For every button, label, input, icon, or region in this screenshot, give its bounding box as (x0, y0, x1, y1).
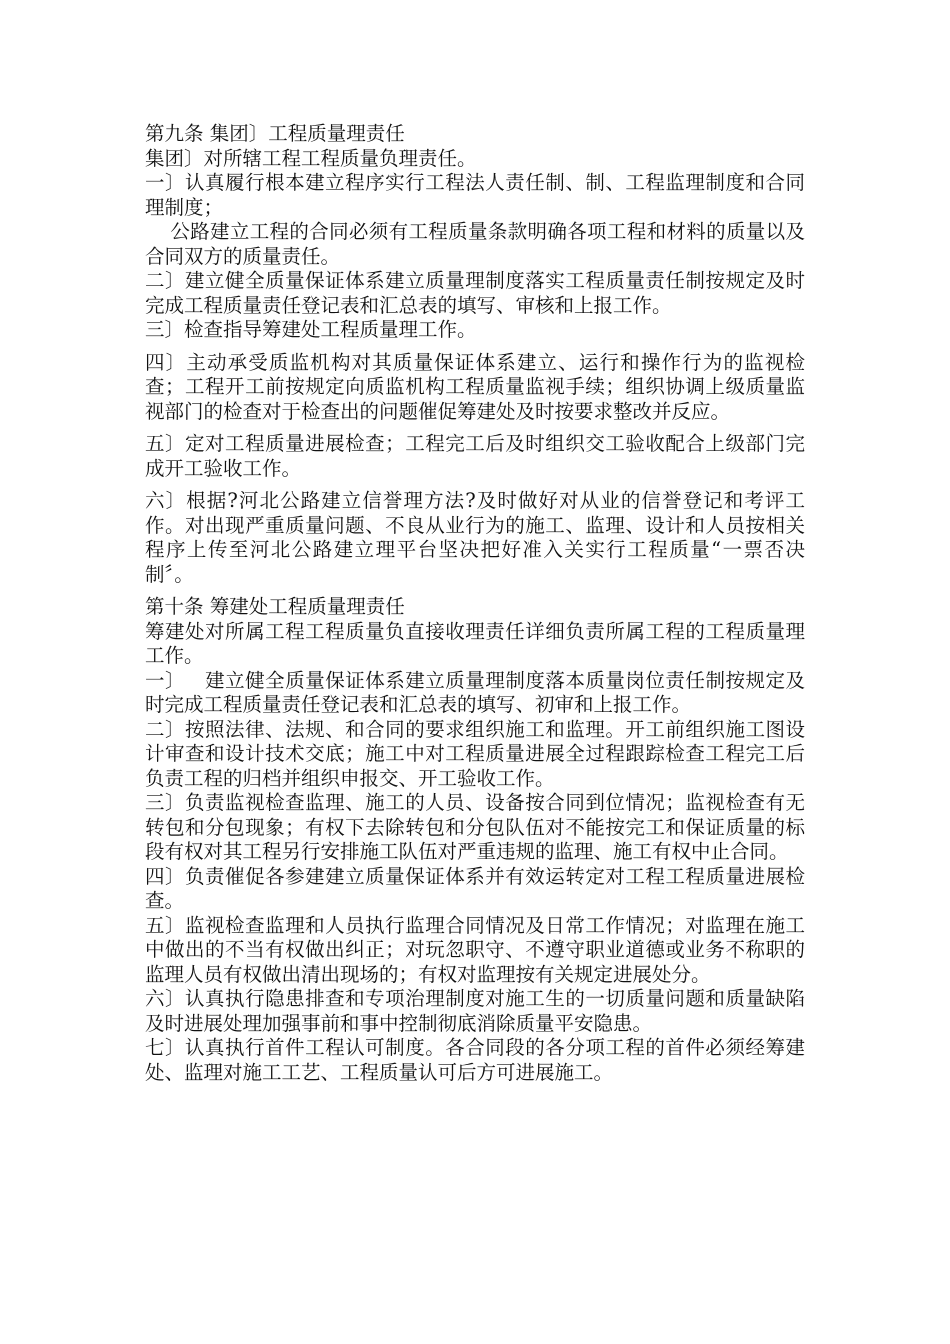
article-9-item-4: 四〕主动承受质监机构对其质量保证体系建立、运行和操作行为的监视检查；工程开工前按规定向质监机构工程质量监视手续；组织协调上级质量监视部门的检查对于检查出的问题催促筹建处及时按要求整改并反应。 (145, 350, 805, 423)
article-9-item-6: 六〕根据?河北公路建立信誉理方法?及时做好对从业的信誉登记和考评工作。对出现严重质量问题、不良从业行为的施工、监理、设计和人员按相关程序上传至河北公路建立理平台坚决把好准入关实行工程质量“一票否决制〞。 (145, 489, 805, 586)
document-body (145, 122, 805, 1085)
article-10-item-1: 一〕 建立健全质量保证体系建立质量理制度落本质量岗位责任制按规定及时完成工程质量责任登记表和汇总表的填写、初审和上报工作。 (145, 668, 805, 716)
article-10-item-7: 七〕认真执行首件工程认可制度。各合同段的各分项工程的首件必须经筹建处、监理对施工工艺、工程质量认可后方可进展施工。 (145, 1036, 805, 1084)
article-9-item-1-note: 公路建立工程的合同必须有工程质量条款明确各项工程和材料的质量以及合同双方的质量责任。 (145, 220, 805, 268)
article-10-item-2: 二〕按照法律、法规、和合同的要求组织施工和监理。开工前组织施工图设计审查和设计技术交底；施工中对工程质量进展全过程跟踪检查工程完工后负责工程的归档并组织申报交、开工验收工作。 (145, 717, 805, 790)
article-10-item-3: 三〕负责监视检查监理、施工的人员、设备按合同到位情况；监视检查有无转包和分包现象；有权下去除转包和分包队伍对不能按完工和保证质量的标段有权对其工程另行安排施工队伍对严重违规的监理、施工有权中止合同。 (145, 791, 805, 863)
article-9-item-2: 二〕建立健全质量保证体系建立质量理制度落实工程质量责任制按规定及时完成工程质量责任登记表和汇总表的填写、审核和上报工作。 (145, 269, 805, 317)
article-10-title: 第十条 筹建处工程质量理责任 (145, 595, 405, 618)
article-10-item-5: 五〕监视检查监理和人员执行监理合同情况及日常工作情况；对监理在施工中做出的不当有权做出纠正；对玩忽职守、不遵守职业道德或业务不称职的监理人员有权做出清出现场的；有权对监理按有关规定进展处分。 (145, 913, 805, 986)
article-10-intro: 筹建处对所属工程工程质量负直接收理责任详细负责所属工程的工程质量理工作。 (145, 619, 805, 667)
article-9-title: 第九条 集团〕工程质量理责任 (145, 122, 405, 145)
article-10-item-4: 四〕负责催促各参建建立质量保证体系并有效运转定对工程工程质量进展检查。 (145, 864, 805, 912)
article-9-item-3: 三〕检查指导筹建处工程质量理工作。 (145, 318, 477, 341)
article-10-item-6: 六〕认真执行隐患排查和专项治理制度对施工生的一切质量问题和质量缺陷及时进展处理加强事前和事中控制彻底消除质量平安隐患。 (145, 987, 805, 1035)
article-9-intro: 集团〕对所辖工程工程质量负理责任。 (145, 146, 477, 170)
article-9-item-5: 五〕定对工程质量进展检查；工程完工后及时组织交工验收配合上级部门完成开工验收工作。 (145, 432, 805, 480)
article-9-item-1: 一〕认真履行根本建立程序实行工程法人责任制、制、工程监理制度和合同理制度； (145, 171, 805, 219)
